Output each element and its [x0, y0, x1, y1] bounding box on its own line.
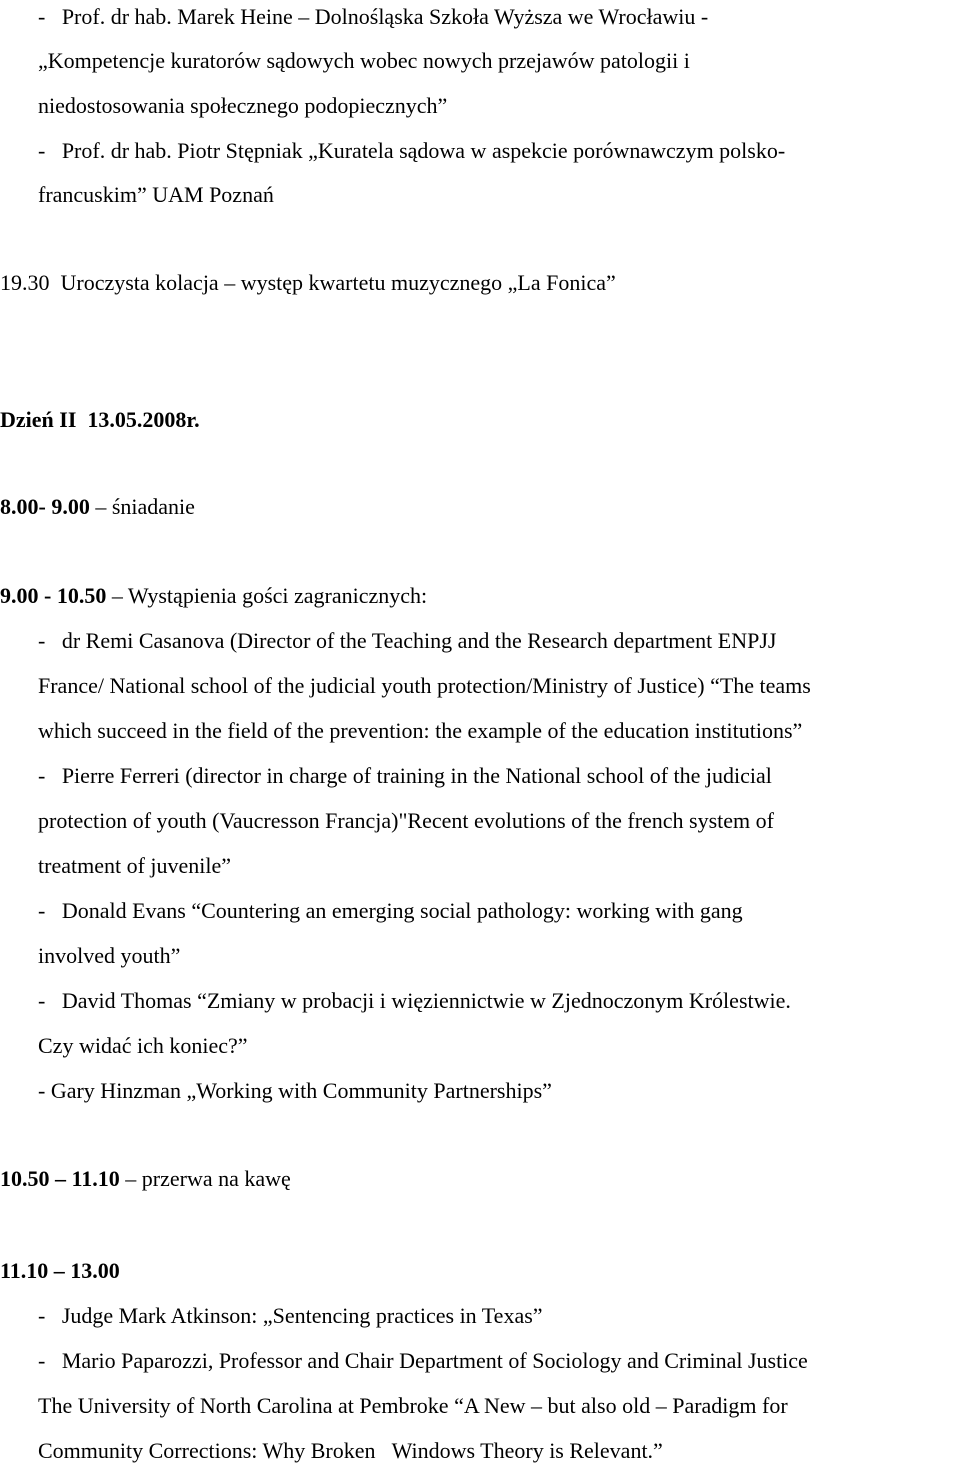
- talk-title-line: „Kompetencje kuratorów sądowych wobec nowych przejawów patologii i: [38, 48, 690, 73]
- speaker-line: - Judge Mark Atkinson: „Sentencing practices in Texas”: [38, 1303, 543, 1328]
- schedule-item-label: – śniadanie: [89, 494, 195, 519]
- talk-title-line: France/ National school of the judicial youth protection/Ministry of Justice) “The teams: [38, 673, 811, 698]
- speaker-line: - Mario Paparozzi, Professor and Chair Department of Sociology and Criminal Justice: [38, 1348, 808, 1373]
- talk-title-line: involved youth”: [38, 943, 181, 968]
- talk-title-line: Community Corrections: Why Broken Windows Theory is Relevant.”: [38, 1438, 663, 1463]
- schedule-item: [0, 1168, 291, 1190]
- speaker-line: - Gary Hinzman „Working with Community Partnerships”: [38, 1078, 552, 1103]
- talk-title-line: francuskim” UAM Poznań: [38, 182, 274, 207]
- talk-title-line: niedostosowania społecznego podopiecznych”: [38, 93, 448, 118]
- speaker-line: - dr Remi Casanova (Director of the Teaching and the Research department ENPJJ: [38, 628, 777, 653]
- time-range: 10.50 – 11.10: [0, 1166, 120, 1191]
- schedule-item: [0, 585, 427, 607]
- time-range: 11.10 – 13.00: [0, 1258, 120, 1283]
- time-range: 9.00 - 10.50: [0, 583, 107, 608]
- speaker-line: - Pierre Ferreri (director in charge of training in the National school of the judicial: [38, 763, 772, 788]
- time-range: 8.00- 9.00: [0, 494, 90, 519]
- talk-title-line: which succeed in the field of the prevention: the example of the education institutions”: [38, 718, 803, 743]
- talk-title-line: The University of North Carolina at Pembroke “A New – but also old – Paradigm for: [38, 1393, 788, 1418]
- talk-title-line: treatment of juvenile”: [38, 853, 232, 878]
- talk-title-line: Czy widać ich koniec?”: [38, 1033, 248, 1058]
- speaker-line: - Prof. dr hab. Marek Heine – Dolnośląska Szkoła Wyższa we Wrocławiu -: [38, 4, 709, 29]
- speaker-line: - Prof. dr hab. Piotr Stępniak „Kuratela sądowa w aspekcie porównawczym polsko-: [38, 138, 786, 163]
- schedule-item-label: – Wystąpienia gości zagranicznych:: [106, 583, 428, 608]
- day-heading: Dzień II 13.05.2008r.: [0, 407, 200, 432]
- speaker-line: - Donald Evans “Countering an emerging social pathology: working with gang: [38, 898, 743, 923]
- talk-title-line: protection of youth (Vaucresson Francja)"Recent evolutions of the french system of: [38, 808, 774, 833]
- schedule-item: 19.30 Uroczysta kolacja – występ kwartetu muzycznego „La Fonica”: [0, 270, 616, 295]
- schedule-item: [0, 496, 195, 518]
- schedule-item-label: – przerwa na kawę: [119, 1166, 291, 1191]
- speaker-line: - David Thomas “Zmiany w probacji i więziennictwie w Zjednoczonym Królestwie.: [38, 988, 791, 1013]
